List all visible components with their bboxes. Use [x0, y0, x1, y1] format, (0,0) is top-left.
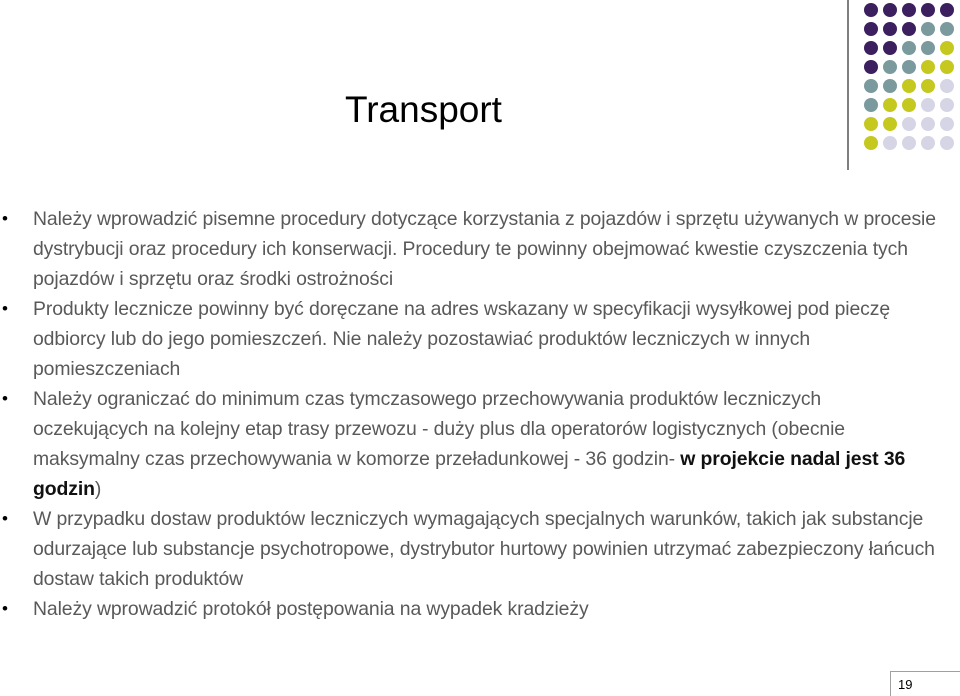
- decorative-dot: [864, 136, 878, 150]
- bullet-icon: •: [2, 299, 8, 318]
- bullet-icon: •: [2, 389, 8, 408]
- decorative-dot: [902, 3, 916, 17]
- bullet-item: [0, 294, 940, 384]
- decorative-dot: [864, 79, 878, 93]
- bullet-icon: •: [2, 509, 8, 528]
- decorative-dot: [864, 41, 878, 55]
- bullet-text: Należy ograniczać do minimum czas tymczasowego przechowywania produktów leczniczych oczekujących na kolejny etap trasy przewozu - duży plus dla operatorów logistycznych (obecnie maksymalny czas przechowywania w komorze przeładunkowej - 36 godzin-: [33, 388, 845, 470]
- decorative-dot: [921, 3, 935, 17]
- decorative-dot: [864, 3, 878, 17]
- bullet-list: [0, 204, 940, 624]
- decorative-dot: [902, 117, 916, 131]
- decorative-dot: [864, 22, 878, 36]
- bullet-icon: •: [2, 209, 8, 228]
- decorative-dot: [883, 3, 897, 17]
- decorative-dot: [883, 136, 897, 150]
- bullet-item: [0, 504, 940, 594]
- bullet-item: [0, 204, 940, 294]
- decorative-dot: [921, 136, 935, 150]
- decorative-dot: [883, 22, 897, 36]
- decorative-dot: [921, 41, 935, 55]
- decorative-dot: [902, 60, 916, 74]
- vertical-divider-line: [847, 0, 849, 170]
- decorative-dot: [940, 79, 954, 93]
- decorative-dot: [940, 98, 954, 112]
- decorative-dot: [883, 117, 897, 131]
- bullet-text: Należy wprowadzić protokół postępowania na wypadek kradzieży: [33, 598, 589, 620]
- bullet-text-bold: w projekcie nadal jest 36 godzin: [33, 448, 906, 500]
- decorative-dot: [940, 3, 954, 17]
- decorative-dot: [921, 60, 935, 74]
- decorative-dot: [921, 98, 935, 112]
- bullet-text: Produkty lecznicze powinny być doręczane na adres wskazany w specyfikacji wysyłkowej pod pieczę odbiorcy lub do jego pomieszczeń. Nie należy pozostawiać produktów leczniczych w innych pomieszczeniach: [33, 298, 891, 380]
- bullet-icon: •: [2, 599, 8, 618]
- decorative-dot: [940, 136, 954, 150]
- page-corner-line: [890, 671, 960, 672]
- decorative-dot: [883, 60, 897, 74]
- decorative-dot: [864, 60, 878, 74]
- bullet-text: Należy wprowadzić pisemne procedury dotyczące korzystania z pojazdów i sprzętu używanych w procesie dystrybucji oraz procedury ich konserwacji. Procedury te powinny obejmować kwestie czyszczenia tych pojazdów i sprzętu oraz środki ostrożności: [33, 208, 936, 290]
- bullet-item: [0, 594, 940, 624]
- decorative-dot: [940, 117, 954, 131]
- decorative-dot-grid: [858, 0, 960, 150]
- page-number: 19: [898, 677, 913, 692]
- decorative-dot: [940, 22, 954, 36]
- decorative-dot: [883, 41, 897, 55]
- slide-title: Transport: [345, 89, 502, 130]
- decorative-dot: [883, 79, 897, 93]
- decorative-dot: [902, 41, 916, 55]
- decorative-dot: [902, 98, 916, 112]
- decorative-dot: [921, 79, 935, 93]
- decorative-dot: [902, 136, 916, 150]
- decorative-dot: [921, 22, 935, 36]
- decorative-dot: [883, 98, 897, 112]
- decorative-dot: [902, 22, 916, 36]
- page-corner-line: [890, 671, 891, 696]
- decorative-dot: [921, 117, 935, 131]
- decorative-dot: [940, 41, 954, 55]
- decorative-dot: [864, 117, 878, 131]
- bullet-text: W przypadku dostaw produktów leczniczych wymagających specjalnych warunków, takich jak substancje odurzające lub substancje psychotropowe, dystrybutor hurtowy powinien utrzymać zabezpieczony łańcuch dostaw takich produktów: [33, 508, 935, 590]
- decorative-dot: [864, 98, 878, 112]
- bullet-text-end: ): [94, 478, 102, 500]
- decorative-dot: [902, 79, 916, 93]
- bullet-item: [0, 384, 940, 504]
- decorative-dot: [940, 60, 954, 74]
